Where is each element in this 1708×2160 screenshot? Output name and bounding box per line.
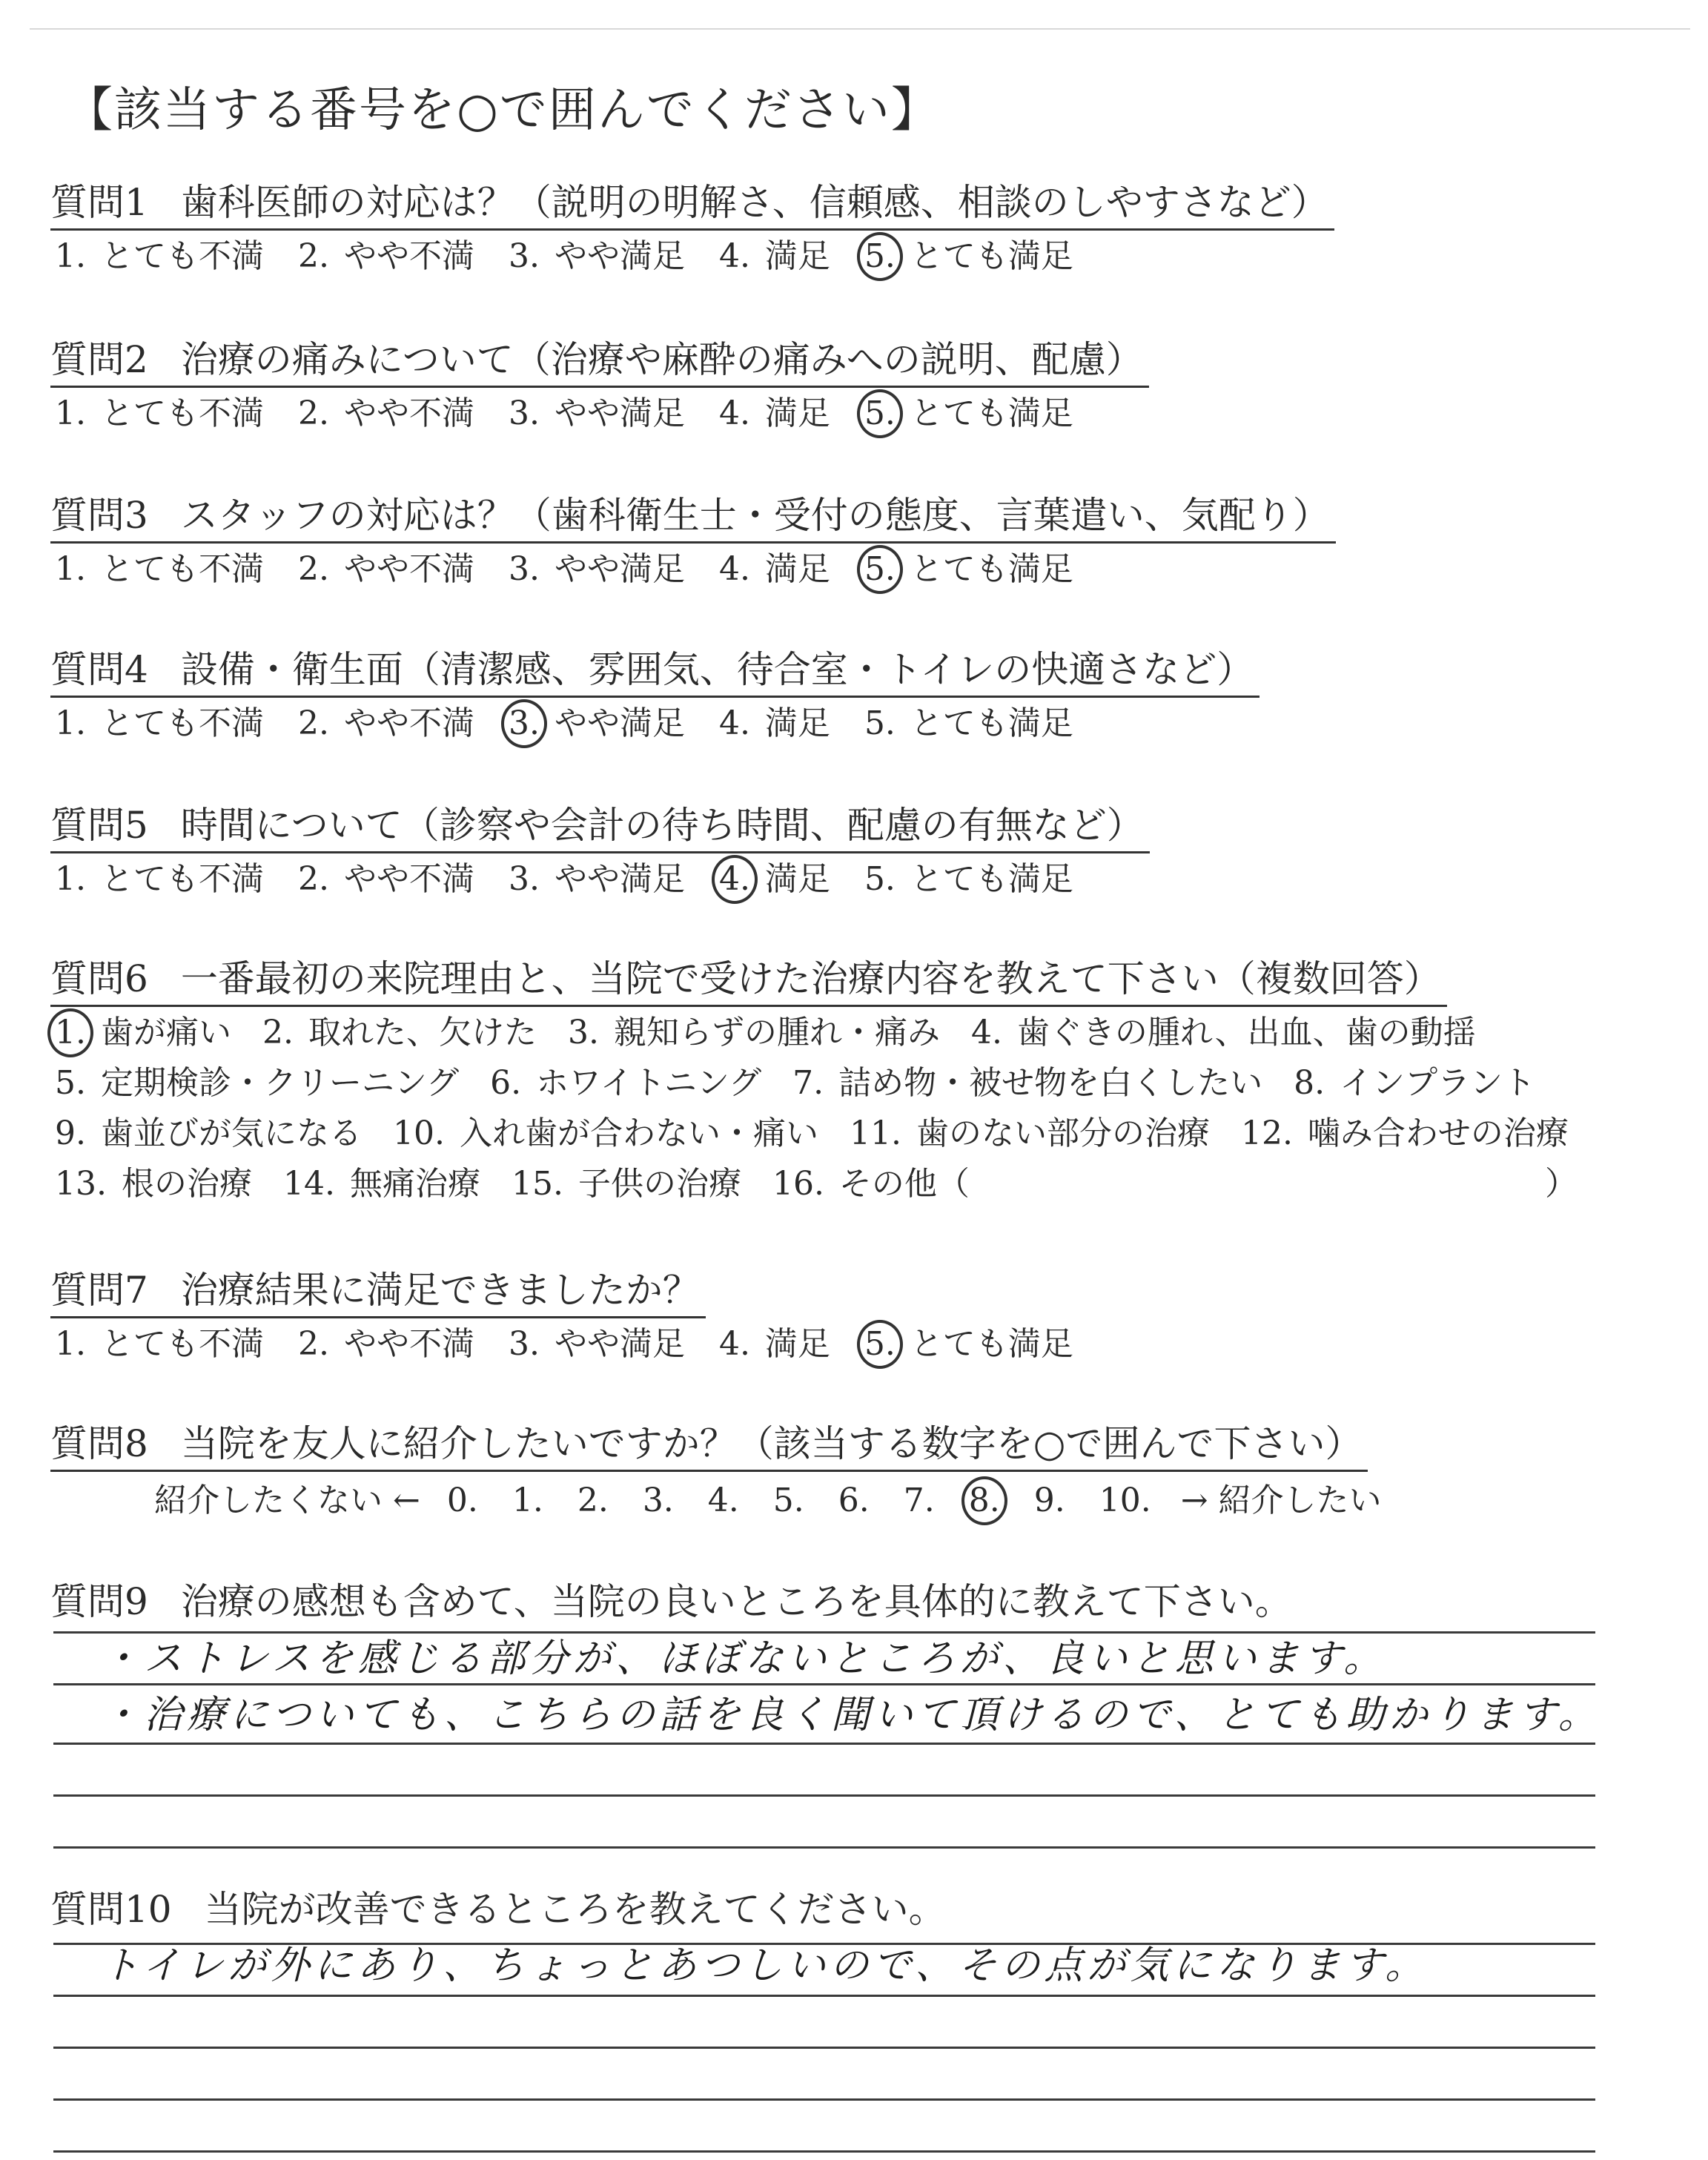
- top-border: [30, 28, 1690, 30]
- option-label: 満足: [754, 704, 830, 742]
- question-8: [50, 1418, 1404, 1524]
- question-4-options: [50, 701, 1260, 747]
- question-4-text: 設備・衛生面（清潔感、雰囲気、待合室・トイレの快適さなど）: [180, 648, 1254, 691]
- option-number: 5.: [864, 704, 896, 742]
- question-4: [50, 644, 1260, 747]
- option-label: その他（: [828, 1165, 970, 1203]
- question-5-title: [50, 799, 1150, 853]
- ruled-line: [53, 1794, 1595, 1797]
- option-label: とても満足: [899, 394, 1073, 432]
- option-2[interactable]: [294, 1321, 474, 1367]
- question-6-title: [50, 953, 1447, 1007]
- reason-option-6[interactable]: [486, 1060, 761, 1106]
- option-number: 6.: [490, 1064, 522, 1102]
- option-2[interactable]: [294, 701, 474, 747]
- scale-option-9[interactable]: 9.: [1033, 1482, 1065, 1519]
- option-number: 1.: [55, 704, 86, 742]
- ruled-line: [53, 1743, 1595, 1745]
- reason-option-4[interactable]: [967, 1010, 1476, 1056]
- scale-option-4[interactable]: 4.: [707, 1482, 739, 1519]
- option-number: 3.: [504, 701, 544, 747]
- reason-option-13[interactable]: [50, 1161, 252, 1207]
- reason-option-5[interactable]: [50, 1060, 459, 1106]
- option-number: 11.: [849, 1114, 901, 1152]
- option-label: 歯が痛い: [90, 1014, 231, 1051]
- scale-option-1[interactable]: 1.: [512, 1482, 543, 1519]
- option-label: とても満足: [899, 1325, 1073, 1363]
- question-6-options: [50, 1010, 1595, 1207]
- question-10-title: [50, 1883, 952, 1935]
- question-8-text: 当院を友人に紹介したいですか？（該当する数字を○で囲んで下さい）: [180, 1422, 1363, 1465]
- question-6: [50, 953, 1595, 1207]
- option-label: 満足: [754, 860, 830, 898]
- selection-circle: [501, 699, 547, 748]
- question-5-text: 時間について（診察や会計の待ち時間、配慮の有無など）: [180, 804, 1144, 847]
- option-number: 5.: [860, 391, 900, 437]
- scale-option-10[interactable]: 10.: [1099, 1482, 1151, 1519]
- reason-option-3[interactable]: [563, 1010, 940, 1056]
- option-number: 4.: [970, 1014, 1002, 1051]
- reason-option-15[interactable]: [507, 1161, 741, 1207]
- option-label: とても不満: [90, 394, 264, 432]
- option-number: 2.: [297, 550, 329, 588]
- question-1-number: 質問1: [50, 181, 148, 224]
- selection-circle: [47, 1008, 93, 1057]
- question-2-title: [50, 334, 1149, 388]
- option-label: やや満足: [543, 860, 685, 898]
- option-label: インプラント: [1329, 1064, 1536, 1102]
- option-label: やや不満: [333, 704, 474, 742]
- option-label: 満足: [754, 394, 830, 432]
- selection-circle: [857, 389, 903, 438]
- scale-option-2[interactable]: 2.: [577, 1482, 609, 1519]
- option-label: とても不満: [90, 1325, 264, 1363]
- option-label: とても不満: [90, 860, 264, 898]
- reason-option-7[interactable]: [788, 1060, 1262, 1106]
- option-number: 3.: [508, 550, 540, 588]
- option-number: 7.: [792, 1064, 824, 1102]
- selection-circle: [857, 232, 903, 281]
- reason-option-16[interactable]: [768, 1161, 970, 1207]
- option-number: 8.: [1294, 1064, 1325, 1102]
- question-7-number: 質問7: [50, 1269, 148, 1312]
- option-label: 親知らずの腫れ・痛み: [603, 1014, 940, 1051]
- option-label: やや不満: [333, 860, 474, 898]
- option-label: 満足: [754, 550, 830, 588]
- option-number: 5.: [55, 1064, 86, 1102]
- reason-option-12[interactable]: [1237, 1111, 1569, 1157]
- selection-circle: [857, 1320, 903, 1369]
- option-number: 10.: [392, 1114, 445, 1152]
- question-2-text: 治療の痛みについて（治療や麻酔の痛みへの説明、配慮）: [180, 338, 1143, 381]
- option-number: 4.: [718, 704, 750, 742]
- option-3[interactable]: [504, 1321, 685, 1367]
- question-3-options: [50, 546, 1336, 592]
- question-1: [50, 176, 1334, 280]
- reason-row: [50, 1060, 1595, 1106]
- option-5[interactable]: [860, 701, 1073, 747]
- option-4[interactable]: [715, 1321, 830, 1367]
- option-number: 5.: [864, 860, 896, 898]
- selection-circle: [961, 1476, 1007, 1525]
- ruled-line: [53, 1846, 1595, 1849]
- selection-circle: [712, 855, 758, 904]
- question-2-options: [50, 391, 1149, 437]
- option-label: やや満足: [543, 704, 685, 742]
- scale-option-6[interactable]: 6.: [838, 1482, 870, 1519]
- question-9-answer-area: [53, 1631, 1601, 1854]
- option-number: 3.: [567, 1014, 599, 1051]
- option-5[interactable]: [860, 856, 1073, 902]
- question-7-title: [50, 1264, 706, 1318]
- option-5[interactable]: [860, 391, 1073, 437]
- option-number: 14.: [282, 1165, 335, 1203]
- option-2[interactable]: [294, 234, 474, 280]
- option-3[interactable]: [504, 546, 685, 592]
- option-number: 2.: [297, 237, 329, 275]
- option-number: 2.: [297, 394, 329, 432]
- option-number: 12.: [1240, 1114, 1293, 1152]
- option-label: とても満足: [899, 237, 1073, 275]
- question-3-title: [50, 489, 1336, 544]
- reason-option-1[interactable]: [50, 1010, 231, 1056]
- option-number: 5.: [860, 234, 900, 280]
- scale-option-8[interactable]: 8.: [964, 1478, 1004, 1524]
- option-label: とても満足: [899, 860, 1073, 898]
- option-1[interactable]: [50, 234, 264, 280]
- scale-option-3[interactable]: 3.: [642, 1482, 674, 1519]
- option-number: 13.: [55, 1165, 107, 1203]
- option-label: 歯並びが気になる: [90, 1114, 362, 1152]
- ruled-line: [53, 2098, 1595, 2101]
- option-3[interactable]: [504, 856, 685, 902]
- option-label: やや不満: [333, 394, 474, 432]
- option-number: 1.: [50, 1010, 90, 1056]
- question-7-text: 治療結果に満足できましたか？: [180, 1269, 700, 1312]
- form-heading: 【該当する番号を○で囲んでください】: [65, 83, 940, 138]
- reason-row: [50, 1161, 1595, 1207]
- reason-option-8[interactable]: [1289, 1060, 1535, 1106]
- option-number: 9.: [55, 1114, 86, 1152]
- question-9-number: 質問9: [50, 1580, 148, 1623]
- option-label: 満足: [754, 1325, 830, 1363]
- option-label: やや不満: [333, 550, 474, 588]
- option-2[interactable]: [294, 856, 474, 902]
- option-number: 4.: [718, 1325, 750, 1363]
- handwritten-answer: ・ストレスを感じる部分が、ほぼないところが、良いと思います。: [101, 1636, 1387, 1681]
- option-number: 15.: [511, 1165, 563, 1203]
- question-3-number: 質問3: [50, 494, 148, 537]
- option-label: 定期検診・クリーニング: [90, 1064, 460, 1102]
- option-number: 4.: [718, 550, 750, 588]
- option-number: 5.: [860, 1321, 900, 1367]
- option-label: 入れ歯が合わない・痛い: [448, 1114, 818, 1152]
- other-close-paren: ）: [1544, 1165, 1578, 1203]
- option-number: 2.: [297, 860, 329, 898]
- question-2: [50, 334, 1149, 437]
- option-4[interactable]: [715, 234, 830, 280]
- option-label: 根の治療: [110, 1165, 252, 1203]
- option-4[interactable]: [715, 701, 830, 747]
- option-number: 4.: [718, 394, 750, 432]
- option-label: やや満足: [543, 550, 685, 588]
- option-1[interactable]: [50, 856, 264, 902]
- question-5: [50, 799, 1150, 902]
- question-5-options: [50, 856, 1150, 902]
- ruled-line: [53, 1995, 1595, 1997]
- question-1-options: [50, 234, 1334, 280]
- ruled-line: [53, 2150, 1595, 2153]
- option-label: やや満足: [543, 237, 685, 275]
- option-1[interactable]: [50, 391, 264, 437]
- scale-right-label: → 紹介したい: [1180, 1482, 1382, 1519]
- option-number: 4.: [718, 237, 750, 275]
- scale-option-0[interactable]: 0.: [446, 1482, 478, 1519]
- question-8-title: [50, 1418, 1368, 1472]
- option-5[interactable]: [860, 1321, 1073, 1367]
- option-4[interactable]: [715, 856, 830, 902]
- option-label: やや不満: [333, 237, 474, 275]
- option-4[interactable]: [715, 546, 830, 592]
- option-1[interactable]: [50, 1321, 264, 1367]
- question-9: [50, 1576, 1298, 1628]
- scale-left-label: 紹介したくない ←: [154, 1482, 420, 1519]
- option-label: ホワイトニング: [526, 1064, 762, 1102]
- option-5[interactable]: [860, 234, 1073, 280]
- option-number: 1.: [55, 237, 86, 275]
- question-6-number: 質問6: [50, 957, 148, 1000]
- scale-option-5[interactable]: 5.: [772, 1482, 804, 1519]
- reason-option-14[interactable]: [279, 1161, 480, 1207]
- option-1[interactable]: [50, 546, 264, 592]
- reason-option-2[interactable]: [258, 1010, 537, 1056]
- question-4-title: [50, 644, 1260, 698]
- question-10-answer-area: [53, 1943, 1595, 2158]
- reason-row: [50, 1111, 1595, 1157]
- option-number: 4.: [715, 856, 755, 902]
- question-3-text: スタッフの対応は？（歯科衛生士・受付の態度、言葉遣い、気配り）: [180, 494, 1330, 537]
- question-8-number: 質問8: [50, 1422, 148, 1465]
- option-label: 無痛治療: [339, 1165, 480, 1203]
- question-9-title: [50, 1576, 1298, 1628]
- option-number: 3.: [508, 860, 540, 898]
- option-label: 噛み合わせの治療: [1297, 1114, 1569, 1152]
- option-label: とても不満: [90, 704, 264, 742]
- reason-row: [50, 1010, 1595, 1056]
- selection-circle: [857, 545, 903, 594]
- question-7: [50, 1264, 1103, 1367]
- option-1[interactable]: [50, 701, 264, 747]
- question-6-text: 一番最初の来院理由と、当院で受けた治療内容を教えて下さい（複数回答）: [180, 957, 1441, 1000]
- question-3: [50, 489, 1336, 592]
- option-2[interactable]: [294, 391, 474, 437]
- option-number: 2.: [297, 1325, 329, 1363]
- option-label: やや満足: [543, 1325, 685, 1363]
- option-label: 子供の治療: [567, 1165, 741, 1203]
- option-number: 1.: [55, 860, 86, 898]
- option-label: とても不満: [90, 237, 264, 275]
- option-number: 3.: [508, 1325, 540, 1363]
- option-3[interactable]: [504, 701, 685, 747]
- reason-option-11[interactable]: [845, 1111, 1210, 1157]
- question-9-text: 治療の感想も含めて、当院の良いところを具体的に教えて下さい。: [180, 1580, 1292, 1623]
- recommend-scale: [50, 1478, 1404, 1524]
- reason-option-10[interactable]: [388, 1111, 818, 1157]
- reason-option-9[interactable]: [50, 1111, 362, 1157]
- option-label: 詰め物・被せ物を白くしたい: [828, 1064, 1263, 1102]
- option-4[interactable]: [715, 391, 830, 437]
- question-2-number: 質問2: [50, 338, 148, 381]
- question-1-title: [50, 176, 1334, 231]
- handwritten-answer: トイレが外にあり、ちょっとあつしいので、その点が気になります。: [101, 1943, 1429, 1988]
- question-1-text: 歯科医師の対応は？（説明の明解さ、信頼感、相談のしやすさなど）: [180, 181, 1328, 224]
- option-label: とても満足: [899, 704, 1073, 742]
- option-3[interactable]: [504, 234, 685, 280]
- option-number: 5.: [860, 546, 900, 592]
- option-number: 3.: [508, 237, 540, 275]
- option-number: 3.: [508, 394, 540, 432]
- option-label: とても満足: [899, 550, 1073, 588]
- option-number: 1.: [55, 550, 86, 588]
- ruled-line: [53, 2047, 1595, 2049]
- question-10: [50, 1883, 952, 1935]
- question-5-number: 質問5: [50, 804, 148, 847]
- option-label: 歯ぐきの腫れ、出血、歯の動揺: [1006, 1014, 1476, 1051]
- question-10-text: 当院が改善できるところを教えてください。: [204, 1888, 946, 1931]
- option-number: 16.: [772, 1165, 824, 1203]
- question-10-number: 質問10: [50, 1888, 172, 1931]
- question-4-number: 質問4: [50, 648, 148, 691]
- option-label: 歯のない部分の治療: [905, 1114, 1210, 1152]
- scale-option-7[interactable]: 7.: [903, 1482, 935, 1519]
- question-7-options: [50, 1321, 1103, 1367]
- option-number: 2.: [297, 704, 329, 742]
- option-number: 1.: [55, 1325, 86, 1363]
- option-2[interactable]: [294, 546, 474, 592]
- option-label: 満足: [754, 237, 830, 275]
- option-number: 2.: [262, 1014, 294, 1051]
- option-label: とても不満: [90, 550, 264, 588]
- option-number: 1.: [55, 394, 86, 432]
- option-label: やや不満: [333, 1325, 474, 1363]
- handwritten-answer: ・治療についても、こちらの話を良く聞いて頂けるので、とても助かります。: [101, 1693, 1601, 1737]
- option-label: 取れた、欠けた: [297, 1014, 537, 1051]
- option-label: やや満足: [543, 394, 685, 432]
- option-3[interactable]: [504, 391, 685, 437]
- option-5[interactable]: [860, 546, 1073, 592]
